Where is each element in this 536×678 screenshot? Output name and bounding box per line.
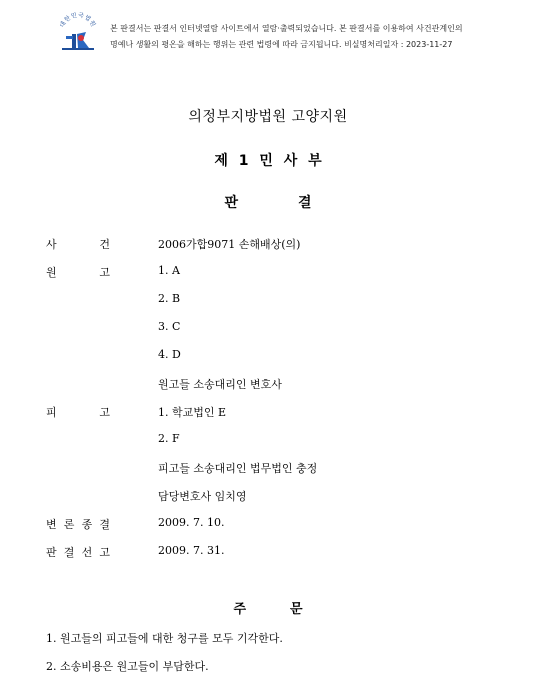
plaintiff-item: 1. A (158, 264, 180, 277)
seal-text: 대한민국법원 (58, 11, 98, 29)
svg-text:대한민국법원 (58, 11, 98, 29)
disposition-item: 1. 원고들의 피고들에 대한 청구를 모두 기각한다. (46, 632, 283, 645)
disposition-title (0, 598, 536, 617)
defendant-item: 1. 학교법인 E (158, 406, 227, 419)
defendant-attorney: 담당변호사 임치영 (158, 490, 247, 503)
disposition-char-1: 주 (233, 602, 246, 617)
notice-line-1: 본 판결서는 판결서 인터넷열람 사이트에서 열람·출력되었습니다. 본 판결서를 이용하여 사건관계인의 (110, 24, 463, 33)
plaintiff-label: 원 고 (46, 266, 110, 279)
document-title (0, 192, 536, 212)
case-value: 2006가합9071 손해배상(의) (158, 238, 301, 251)
header (56, 8, 526, 52)
disposition-item: 2. 소송비용은 원고들이 부담한다. (46, 660, 209, 673)
division-name: 제 1 민 사 부 (214, 153, 322, 169)
defendant-item: 2. F (158, 432, 180, 445)
disposition-char-2: 문 (290, 602, 303, 617)
defendant-label: 피 고 (46, 406, 110, 419)
court-seal-icon (56, 8, 100, 52)
plaintiff-item: 3. C (158, 320, 181, 333)
ruling-label: 판 결 선 고 (46, 546, 110, 559)
privacy-notice (110, 21, 530, 53)
title-char-2: 결 (298, 195, 312, 211)
ruling-date: 2009. 7. 31. (158, 544, 225, 557)
case-label: 사 건 (46, 238, 110, 251)
notice-line-2: 명예나 생활의 평온을 해하는 행위는 관련 법령에 따라 금지됩니다. 비실명처리일자 : 2023-11-27 (110, 40, 453, 49)
plaintiff-item: 4. D (158, 348, 181, 361)
plaintiff-counsel: 원고들 소송대리인 변호사 (158, 378, 282, 391)
court-name: 의정부지방법원 고양지원 (188, 109, 348, 125)
closing-date: 2009. 7. 10. (158, 516, 225, 529)
plaintiff-item: 2. B (158, 292, 181, 305)
closing-label: 변 론 종 결 (46, 518, 110, 531)
defendant-counsel: 피고들 소송대리인 법무법인 충정 (158, 462, 318, 475)
title-char-1: 판 (224, 195, 238, 211)
